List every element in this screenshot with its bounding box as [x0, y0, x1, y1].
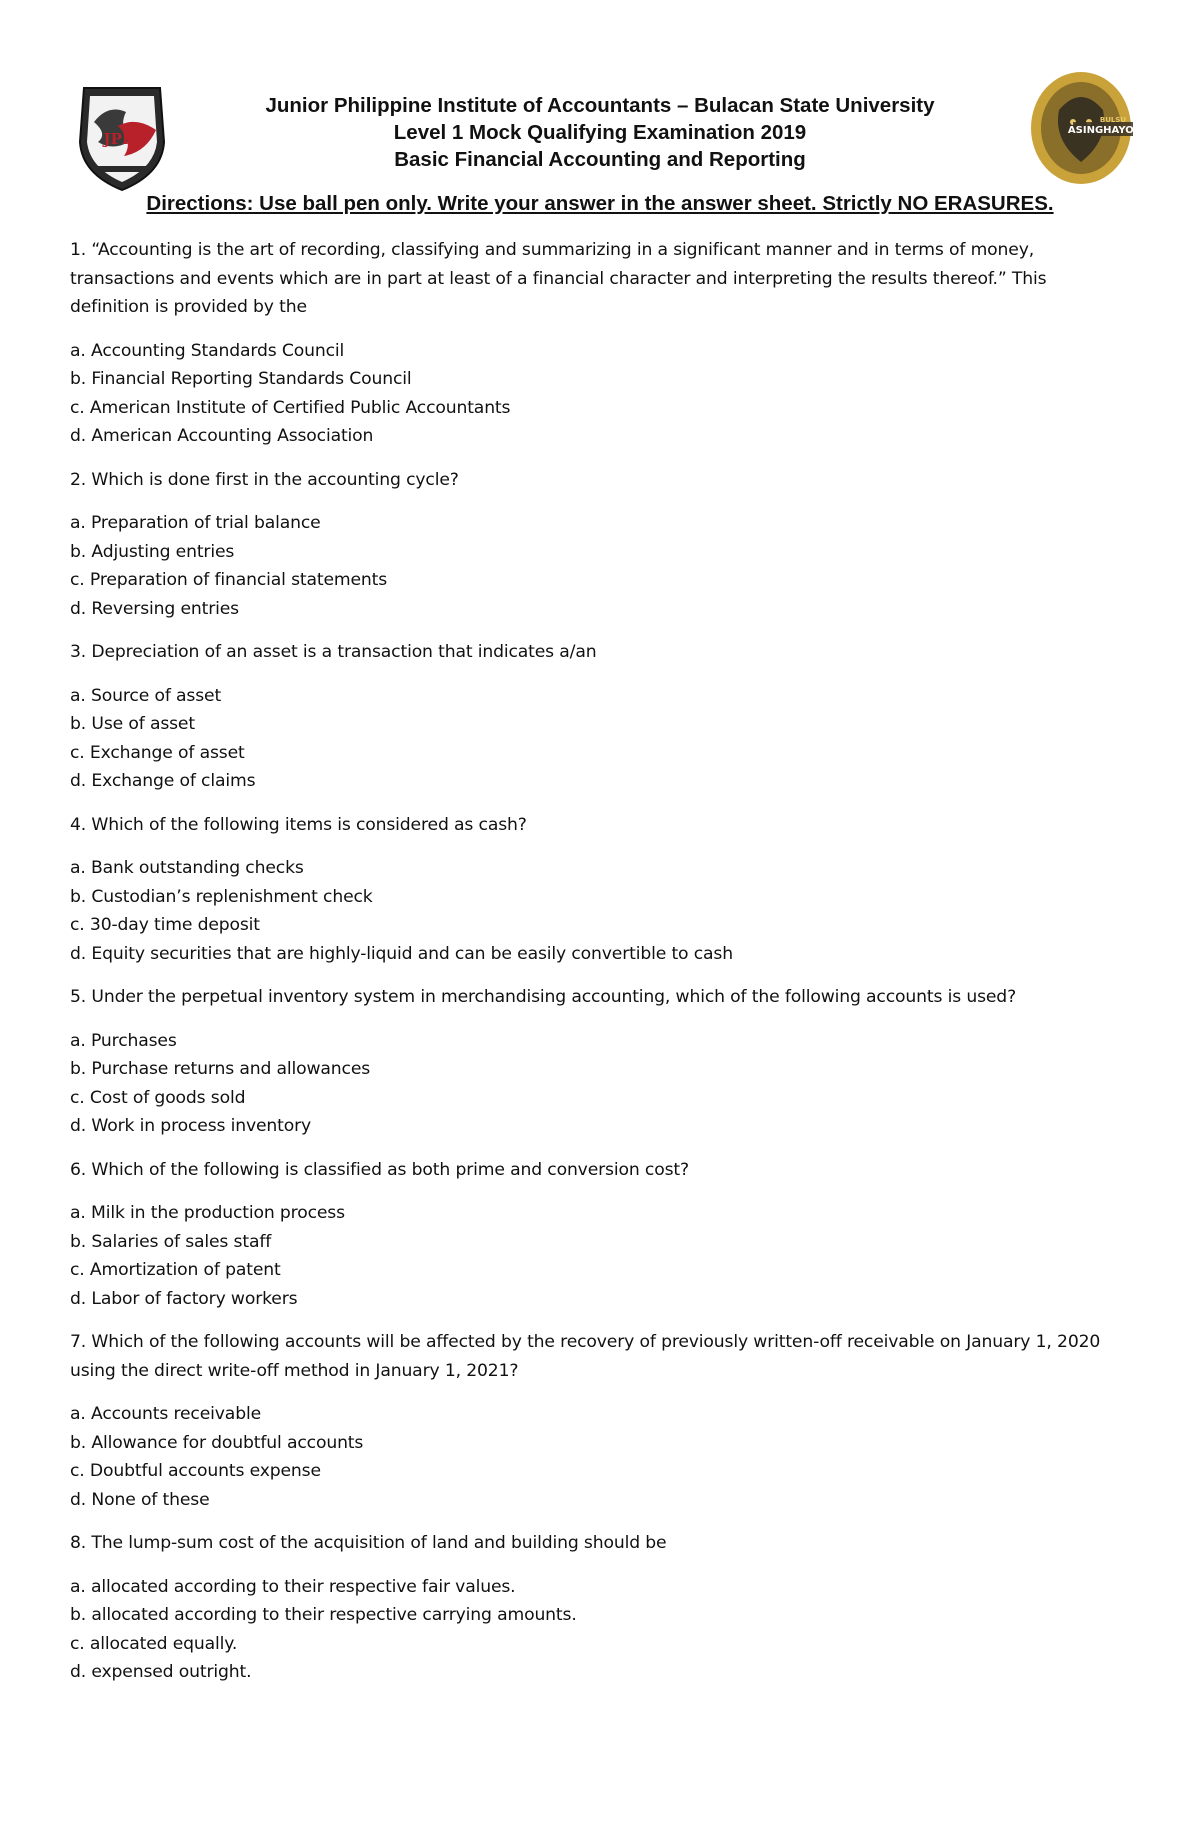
- question-1: 1. “Accounting is the art of recording, classifying and summarizing in a significant manner and in terms of money, transactions and events which are in part at least of a financial character and interpreting the results thereof.” This definition is provided by the: [70, 240, 1047, 317]
- option-2a: a. Preparation of trial balance: [70, 513, 321, 533]
- questions-list: [70, 236, 1130, 1702]
- options-2: [70, 509, 1130, 623]
- question-5: 5. Under the perpetual inventory system in merchandising accounting, which of the following accounts is used?: [70, 987, 1017, 1007]
- question-4: 4. Which of the following items is considered as cash?: [70, 814, 527, 835]
- options-5: [70, 1027, 1130, 1141]
- option-3a: a. Source of asset: [70, 685, 222, 706]
- option-2c: c. Preparation of financial statements: [70, 570, 388, 590]
- options-7: [70, 1400, 1130, 1514]
- option-1b: b. Financial Reporting Standards Council: [70, 369, 412, 389]
- options-8: [70, 1573, 1130, 1687]
- options-3: [70, 682, 1130, 796]
- exam-header: [0, 92, 1200, 173]
- option-4c: c. 30-day time deposit: [70, 915, 260, 935]
- option-6c: c. Amortization of patent: [70, 1260, 281, 1280]
- option-5a: a. Purchases: [70, 1030, 177, 1051]
- options-6: [70, 1199, 1130, 1313]
- question-7: 7. Which of the following accounts will be affected by the recovery of previously written-off receivable on January 1, 2020 using the direct write-off method in January 1, 2021?: [70, 1332, 1101, 1381]
- header-exam-title: Level 1 Mock Qualifying Examination 2019: [393, 121, 807, 144]
- option-1a: a. Accounting Standards Council: [70, 340, 345, 361]
- option-8d: d. expensed outright.: [70, 1662, 252, 1682]
- option-7a: a. Accounts receivable: [70, 1404, 261, 1424]
- option-2b: b. Adjusting entries: [70, 541, 235, 562]
- option-6d: d. Labor of factory workers: [70, 1288, 298, 1309]
- options-1: [70, 337, 1130, 451]
- logo-right-text: ASINGHAYON: [1067, 125, 1143, 136]
- option-4d: d. Equity securities that are highly-liquid and can be easily convertible to cash: [70, 943, 733, 964]
- option-3c: c. Exchange of asset: [70, 742, 245, 763]
- header-institution: Junior Philippine Institute of Accountants – Bulacan State University: [265, 94, 935, 117]
- option-6a: a. Milk in the production process: [70, 1203, 345, 1223]
- logo-left-text: JPIA: [103, 130, 141, 148]
- option-4b: b. Custodian’s replenishment check: [70, 886, 373, 907]
- option-2d: d. Reversing entries: [70, 598, 239, 619]
- directions: Directions: Use ball pen only. Write your answer in the answer sheet. Strictly NO ERASURES.: [146, 192, 1054, 215]
- option-8b: b. allocated according to their respective carrying amounts.: [70, 1605, 577, 1625]
- option-8c: c. allocated equally.: [70, 1633, 238, 1654]
- question-2: 2. Which is done first in the accounting cycle?: [70, 469, 459, 490]
- option-3d: d. Exchange of claims: [70, 771, 256, 791]
- option-5c: c. Cost of goods sold: [70, 1087, 246, 1108]
- options-4: [70, 854, 1130, 968]
- option-8a: a. allocated according to their respective fair values.: [70, 1576, 516, 1597]
- option-7c: c. Doubtful accounts expense: [70, 1461, 321, 1481]
- option-7d: d. None of these: [70, 1489, 210, 1510]
- question-8: 8. The lump-sum cost of the acquisition of land and building should be: [70, 1533, 667, 1553]
- option-7b: b. Allowance for doubtful accounts: [70, 1432, 364, 1453]
- logo-right-small-text: BULSU: [1099, 116, 1127, 124]
- option-1d: d. American Accounting Association: [70, 426, 374, 446]
- option-1c: c. American Institute of Certified Public Accountants: [70, 397, 511, 418]
- option-3b: b. Use of asset: [70, 714, 195, 734]
- option-4a: a. Bank outstanding checks: [70, 858, 304, 878]
- question-3: 3. Depreciation of an asset is a transaction that indicates a/an: [70, 642, 597, 662]
- question-6: 6. Which of the following is classified as both prime and conversion cost?: [70, 1159, 689, 1180]
- option-6b: b. Salaries of sales staff: [70, 1231, 272, 1252]
- header-subject: Basic Financial Accounting and Reporting: [394, 148, 806, 171]
- option-5d: d. Work in process inventory: [70, 1116, 312, 1136]
- option-5b: b. Purchase returns and allowances: [70, 1059, 371, 1079]
